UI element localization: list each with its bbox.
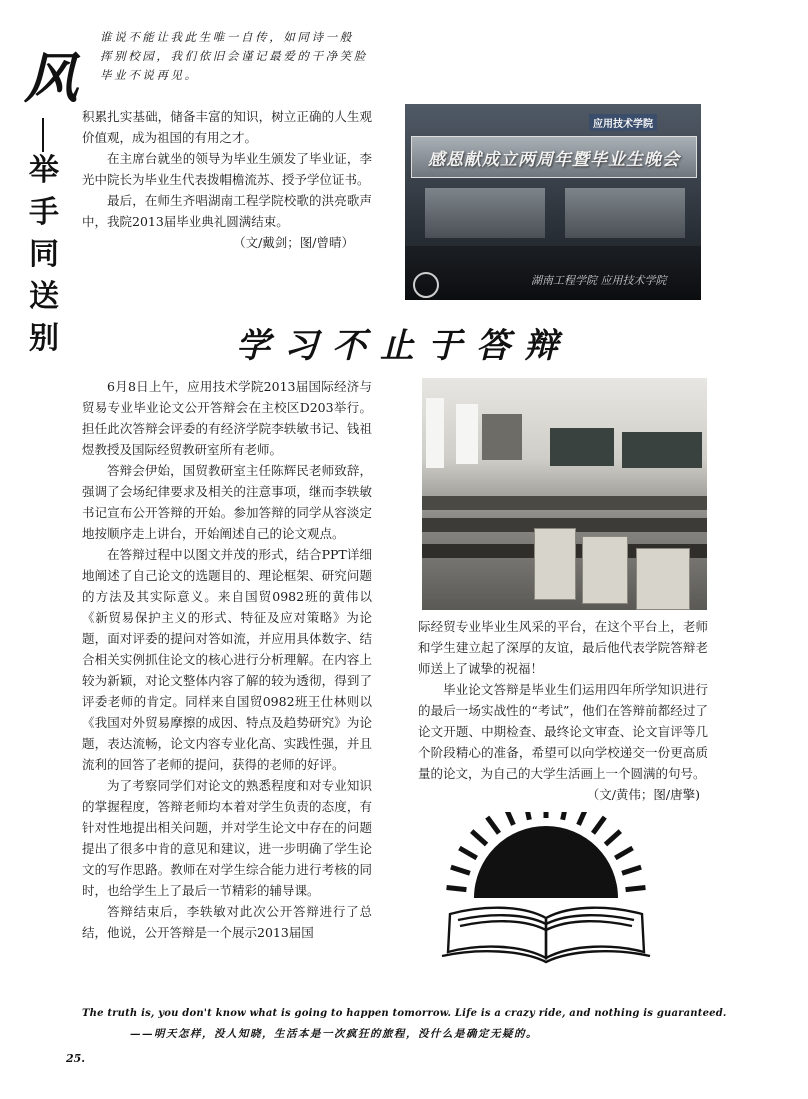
article1-body bbox=[82, 106, 372, 253]
sun-ray bbox=[622, 867, 641, 873]
article1-paragraph: 在主席台就坐的领导为毕业生颁发了毕业证，李光中院长为毕业生代表拨帽檐流苏、授予学位证书。 bbox=[82, 151, 372, 187]
quote-line: 谁说不能让我此生唯一自传，如同诗一般 bbox=[100, 30, 354, 44]
quote-line: 毕业不说再见。 bbox=[100, 68, 199, 82]
defense-classroom-photo bbox=[422, 378, 707, 610]
side-title-first-char: 风 bbox=[24, 46, 78, 110]
stage-watermark: 湖南工程学院 应用技术学院 bbox=[531, 274, 667, 287]
footer-quote-english: The truth is, you don't know what is going to happen tomorrow. Life is a crazy ride, and nothing is guaranteed. bbox=[82, 1008, 727, 1019]
article2-right-column bbox=[418, 616, 708, 805]
sun-ray bbox=[459, 848, 476, 858]
stage-banner bbox=[411, 136, 697, 178]
article1-credit: （文/戴剑；图/曾晴） bbox=[233, 235, 354, 250]
desk-row bbox=[422, 496, 707, 510]
sun-ray bbox=[451, 867, 470, 873]
side-title-stack bbox=[24, 150, 64, 360]
side-title-char: 同 bbox=[29, 237, 59, 272]
classroom-window bbox=[456, 404, 478, 464]
side-title-char: 别 bbox=[29, 321, 59, 356]
stage-screen-right bbox=[565, 188, 685, 238]
sun-ray bbox=[626, 888, 646, 890]
header-quote bbox=[100, 28, 420, 85]
stage-screen-left bbox=[425, 188, 545, 238]
blackboard bbox=[550, 428, 614, 466]
sun-ray bbox=[525, 812, 529, 820]
sun-ray bbox=[593, 817, 605, 833]
article2-paragraph: 际经贸专业毕业生风采的平台，在这个平台上，老师和学生建立起了深厚的友谊，最后他代表学院答辩老师送上了诚挚的祝福！ bbox=[418, 619, 708, 676]
classroom-window bbox=[426, 398, 444, 468]
footer-quote-chinese: ——明天怎样，没人知晓，生活本是一次疯狂的旅程，没什么是确定无疑的。 bbox=[130, 1028, 538, 1040]
sun-icon bbox=[474, 826, 618, 898]
sun-ray bbox=[472, 831, 487, 844]
article2-paragraph: 毕业论文答辩是毕业生们运用四年所学知识进行的最后一场实战性的“考试”，他们在答辩前都经过了论文开题、中期检查、最终论文审查、论文盲评等几个阶段精心的准备，希望可以向学校递交一份更高质量的论文，为自己的大学生活画上一个圆满的句号。 bbox=[418, 682, 708, 781]
open-book-icon bbox=[442, 908, 650, 962]
sun-ray bbox=[579, 812, 587, 825]
stage-dept-label: 应用技术学院 bbox=[589, 114, 657, 131]
quote-line: 挥别校园，我们依旧会谨记最爱的干净笑脸 bbox=[100, 49, 368, 63]
sun-ray bbox=[605, 831, 620, 844]
stage-banner-text: 感恩献成立两周年暨毕业生晚会 bbox=[428, 150, 680, 170]
article2-paragraph: 答辩结束后，李轶敏对此次公开答辩进行了总结，他说，公开答辩是一个展示2013届国 bbox=[82, 904, 372, 940]
chair bbox=[582, 536, 628, 604]
classroom-wall bbox=[482, 414, 522, 460]
page-number: 25. bbox=[66, 1052, 86, 1065]
article2-title: 学习不止于答辩 bbox=[236, 326, 572, 366]
side-title-dash bbox=[42, 118, 44, 152]
side-title-char: 送 bbox=[29, 279, 59, 314]
sun-ray bbox=[505, 812, 513, 825]
side-title-char: 举 bbox=[29, 153, 59, 188]
sun-ray bbox=[447, 888, 467, 890]
article2-credit: （文/黄伟；图/唐擎) bbox=[586, 787, 700, 802]
article2-left-column bbox=[82, 376, 372, 943]
chair bbox=[534, 528, 576, 600]
sun-ray bbox=[487, 817, 499, 833]
sun-book-illustration bbox=[430, 812, 662, 964]
sun-ray bbox=[615, 848, 632, 858]
article1-paragraph: 积累扎实基础，储备丰富的知识，树立正确的人生观价值观，成为祖国的有用之才。 bbox=[82, 109, 372, 145]
article2-paragraph: 为了考察同学们对论文的熟悉程度和对专业知识的掌握程度，答辩老师均本着对学生负责的态度，有针对性地提出相关问题，并对学生论文中存在的问题提出了很多中肯的意见和建议，进一步明确了学生论文的写作思路。教师在对学生综合能力进行考核的同时，也给学生上了最后一节精彩的辅导课。 bbox=[82, 778, 372, 898]
article2-paragraph: 在答辩过程中以图文并茂的形式，结合PPT详细地阐述了自己论文的选题目的、理论框架、研究问题的方法及其实际意义。来自国贸0982班的黄伟以《新贸易保护主义的形式、特征及应对策略》为论题，面对评委的提问对答如流，并应用具体数字、结合相关实例抓住论文的核心进行分析理解。在内容上较为新颖，对论文整体内容了解的较为透彻，得到了评委老师的肯定。同样来自国贸0982班王仕林则以《我国对外贸易摩擦的成因、特点及趋势研究》为论题，表达流畅，论文内容专业化高、实践性强，并且流利的回答了老师的提问，获得的老师的好评。 bbox=[82, 547, 372, 772]
chair bbox=[636, 548, 690, 610]
article2-paragraph: 6月8日上午，应用技术学院2013届国际经济与贸易专业毕业论文公开答辩会在主校区D203举行。担任此次答辩会评委的有经济学院李轶敏书记、钱祖煜教授及国际经贸教研室所有老师。 bbox=[82, 379, 372, 457]
article2-paragraph: 答辩会伊始，国贸教研室主任陈辉民老师致辞，强调了会场纪律要求及相关的注意事项，继而李轶敏书记宣布公开答辩的开始。参加答辩的同学从容淡定地按顺序走上讲台，开始阐述自己的论文观点。 bbox=[82, 463, 372, 541]
school-logo-icon bbox=[413, 272, 439, 298]
article1-paragraph: 最后，在师生齐唱湖南工程学院校歌的洪亮歌声中，我院2013届毕业典礼圆满结束。 bbox=[82, 193, 372, 229]
blackboard bbox=[622, 432, 702, 468]
gala-stage-photo bbox=[405, 104, 701, 300]
sun-ray bbox=[563, 812, 567, 820]
side-title-char: 手 bbox=[29, 195, 59, 230]
